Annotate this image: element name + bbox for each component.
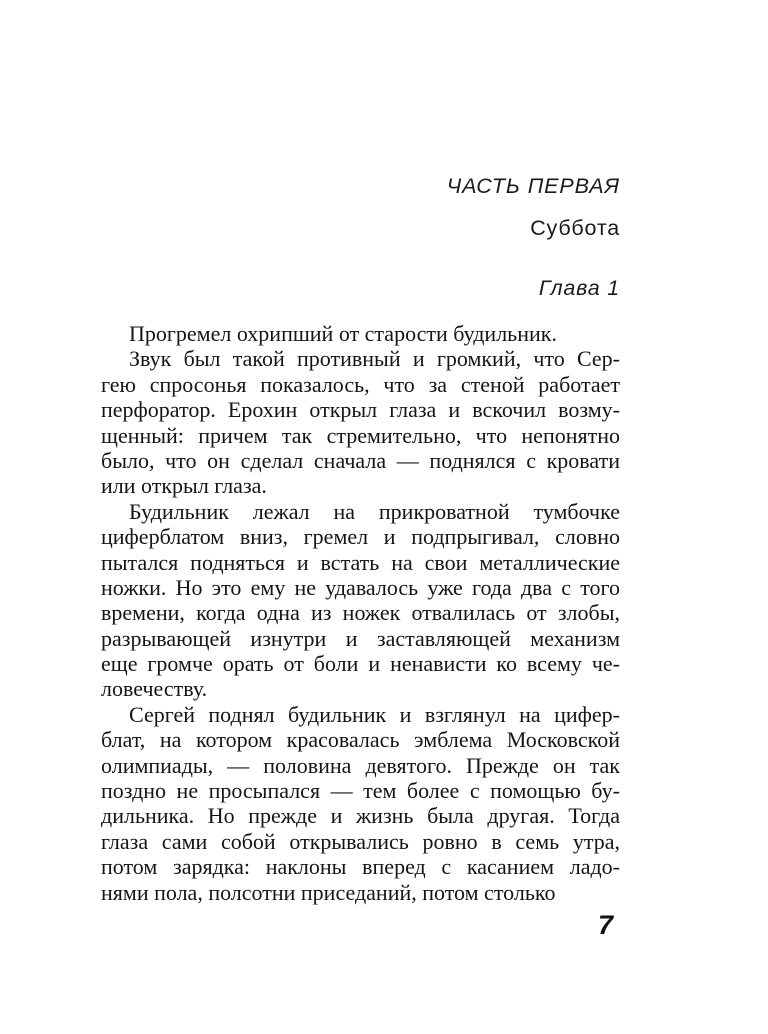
text-line: дильника. Но прежде и жизнь была другая. Тогда (101, 803, 620, 829)
part-heading: ЧАСТЬ ПЕРВАЯ (446, 174, 620, 198)
text-line: олимпиады, — половина девятого. Прежде он так (101, 752, 620, 778)
text-line: Прогремел охрипший от старости будильник. (129, 321, 557, 346)
text-line: было, что он сделал сначала — поднялся с кровати (101, 447, 620, 473)
text-line: времени, когда одна из ножек отвалилась от злобы, (101, 600, 620, 626)
text-line: перфоратор. Ерохин открыл глаза и вскочил возму- (101, 397, 620, 423)
text-line: щенный: причем так стремительно, что непонятно (101, 422, 620, 448)
text-line: или открыл глаза. (101, 473, 267, 499)
text-line: циферблатом вниз, гремел и подпрыгивал, словно (101, 524, 620, 550)
day-heading: Суббота (530, 216, 620, 240)
text-line: блат, на котором красовалась эмблема Московской (101, 727, 620, 753)
text-line: ловечеству. (101, 676, 208, 702)
text-line: ножки. Но это ему не удавалось уже года два с того (101, 574, 620, 600)
text-line: глаза сами собой открывались ровно в семь утра, (101, 828, 620, 854)
text-line: гею спросонья показалось, что за стеной работает (101, 371, 620, 397)
text-line: Сергей поднял будильник и взглянул на цифер- (129, 701, 620, 727)
text-line: разрывающей изнутри и заставляющей механизм (101, 625, 620, 651)
text-line: еще громче орать от боли и ненависти ко всему че- (101, 651, 620, 677)
body-text (101, 321, 620, 905)
text-line: Звук был такой противный и громкий, что Сер- (129, 346, 620, 372)
text-line: нями пола, полсотни приседаний, потом столько (101, 879, 556, 905)
text-line: Будильник лежал на прикроватной тумбочке (129, 498, 620, 524)
text-line: поздно не просыпался — тем более с помощью бу- (101, 778, 620, 804)
text-line: пытался подняться и встать на свои металлические (101, 549, 620, 575)
page-number: 7 (597, 910, 613, 940)
text-line: потом зарядка: наклоны вперед с касанием ладо- (101, 854, 620, 880)
chapter-heading: Глава 1 (538, 276, 620, 300)
